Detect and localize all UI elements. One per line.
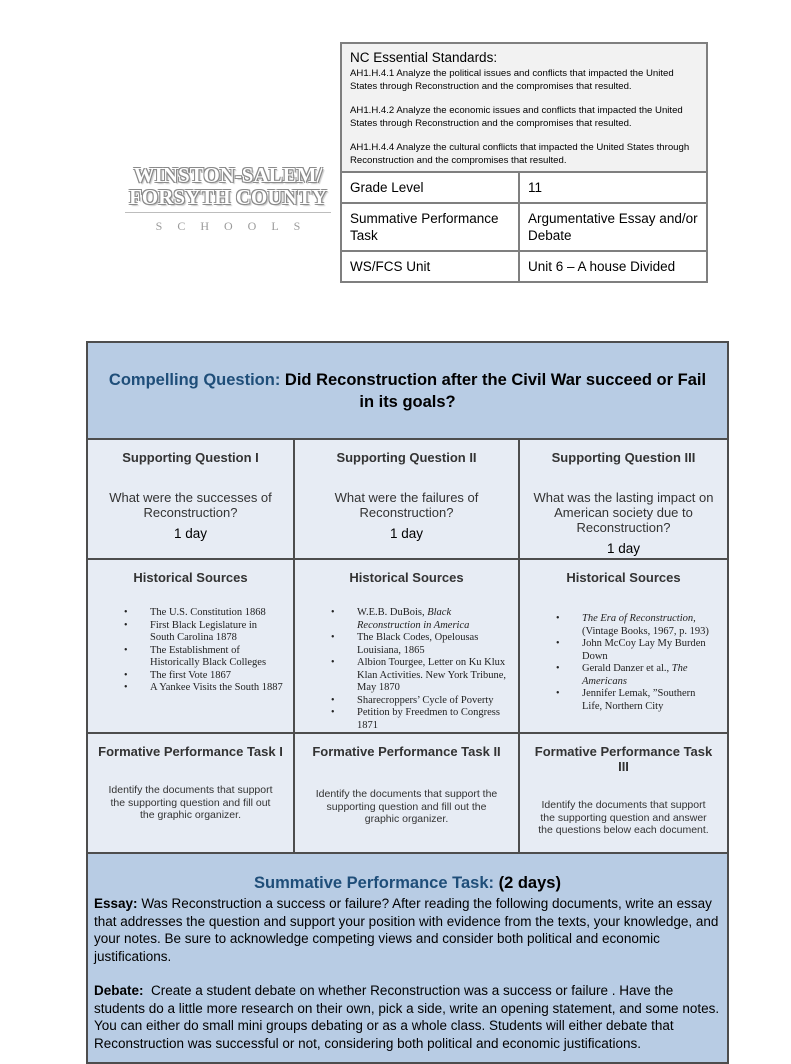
summative-task-value: Argumentative Essay and/or Debate bbox=[519, 203, 707, 251]
supporting-question-header: Supporting Question III bbox=[551, 450, 696, 465]
essay-paragraph bbox=[94, 895, 721, 965]
source-item: • Gerald Danzer et al., The Americans bbox=[548, 663, 717, 688]
supporting-question-cell bbox=[87, 439, 294, 559]
grade-level-value: 11 bbox=[519, 172, 707, 203]
logo-line-2: FORSYTH COUNTY bbox=[129, 185, 327, 209]
historical-sources-header: Historical Sources bbox=[566, 570, 681, 585]
logo-line-3: SCHOOLS bbox=[155, 219, 316, 233]
debate-paragraph bbox=[94, 982, 721, 1052]
compelling-question-label: Compelling Question: bbox=[108, 370, 281, 389]
source-list bbox=[98, 607, 283, 695]
unit-label: WS/FCS Unit bbox=[341, 251, 519, 282]
compelling-question-cell bbox=[87, 342, 728, 439]
grade-level-label: Grade Level bbox=[341, 172, 519, 203]
supporting-question-days: 1 day bbox=[389, 526, 424, 541]
historical-sources-cell bbox=[87, 559, 294, 733]
summative-task-label: Summative Performance Task bbox=[341, 203, 519, 251]
standards-title: NC Essential Standards: bbox=[350, 50, 498, 65]
source-list bbox=[305, 607, 508, 732]
historical-sources-cell bbox=[519, 559, 728, 733]
logo-divider bbox=[125, 212, 331, 213]
standards-table bbox=[340, 42, 708, 283]
summative-task-cell bbox=[87, 853, 728, 1063]
source-item: • The Establishment of Historically Black Colleges bbox=[116, 645, 283, 670]
formative-task-header: Formative Performance Task III bbox=[534, 744, 713, 774]
source-item: • The first Vote 1867 bbox=[116, 670, 283, 683]
supporting-question-days: 1 day bbox=[173, 526, 208, 541]
supporting-question-text: What were the failures of Reconstruction? bbox=[334, 490, 479, 520]
supporting-question-header: Supporting Question I bbox=[122, 450, 259, 465]
formative-task-text: Identify the documents that support the supporting question and fill out the graphic organizer. bbox=[315, 788, 498, 825]
compelling-question-text: Did Reconstruction after the Civil War succeed or Fail in its goals? bbox=[284, 370, 707, 411]
standard-item: AH1.H.4.4 Analyze the cultural conflicts that impacted the United States through Reconstruction and the compromises that resulted. bbox=[350, 142, 690, 166]
supporting-question-text: What were the successes of Reconstruction? bbox=[109, 490, 272, 520]
supporting-question-cell bbox=[294, 439, 519, 559]
formative-task-header: Formative Performance Task I bbox=[98, 744, 283, 759]
source-item: • First Black Legislature in South Carolina 1878 bbox=[116, 620, 283, 645]
supporting-question-text: What was the lasting impact on American society due to Reconstruction? bbox=[533, 490, 714, 535]
formative-task-text: Identify the documents that support the supporting question and answer the questions below each document. bbox=[538, 799, 709, 836]
standards-cell bbox=[341, 43, 707, 172]
formative-task-header: Formative Performance Task II bbox=[312, 744, 501, 759]
formative-task-cell bbox=[519, 733, 728, 853]
source-item: • The Black Codes, Opelousas Louisiana, 1865 bbox=[323, 632, 508, 657]
standard-item: AH1.H.4.1 Analyze the political issues and conflicts that impacted the United States through Reconstruction and the compromises that resulted. bbox=[350, 68, 674, 92]
source-item: • A Yankee Visits the South 1887 bbox=[116, 682, 283, 695]
debate-text: Create a student debate on whether Reconstruction was a success or failure . Have the students do a little more research on their own, pick a side, write an opening statement, and some notes. You can either do small mini groups debating or as a whole class. Students will either debate that Reconstruction was successful or not, considering both political and economic justifications. bbox=[94, 983, 720, 1051]
district-logo bbox=[124, 164, 332, 234]
source-item: • The Era of Reconstruction, (Vintage Books, 1967, p. 193) bbox=[548, 613, 717, 638]
historical-sources-header: Historical Sources bbox=[349, 570, 464, 585]
formative-task-text: Identify the documents that support the supporting question and fill out the graphic organizer. bbox=[108, 784, 273, 821]
source-item: • W.E.B. DuBois, Black Reconstruction in America bbox=[323, 607, 508, 632]
source-item: • Albion Tourgee, Letter on Ku Klux Klan Activities. New York Tribune, May 1870 bbox=[323, 657, 508, 695]
source-item: • Petition by Freedmen to Congress 1871 bbox=[323, 707, 508, 732]
source-list bbox=[530, 613, 717, 713]
formative-task-cell bbox=[87, 733, 294, 853]
source-item: • Jennifer Lemak, ”Southern Life, Northern City bbox=[548, 688, 717, 713]
supporting-question-days: 1 day bbox=[606, 541, 641, 556]
source-item: • The U.S. Constitution 1868 bbox=[116, 607, 283, 620]
summative-task-title: Summative Performance Task: (2 days) bbox=[254, 874, 561, 892]
supporting-question-cell bbox=[519, 439, 728, 559]
standard-item: AH1.H.4.2 Analyze the economic issues and conflicts that impacted the United States through Reconstruction and the compromises that resulted. bbox=[350, 105, 683, 129]
supporting-question-header: Supporting Question II bbox=[336, 450, 477, 465]
inquiry-table bbox=[86, 341, 729, 1064]
historical-sources-header: Historical Sources bbox=[133, 570, 248, 585]
source-item: • John McCoy Lay My Burden Down bbox=[548, 638, 717, 663]
historical-sources-cell bbox=[294, 559, 519, 733]
source-item: • Sharecroppers’ Cycle of Poverty bbox=[323, 695, 508, 708]
essay-text: Was Reconstruction a success or failure? After reading the following documents, write an essay that addresses the question and support your position with evidence from the texts, your knowledge, and your notes. Be sure to acknowledge competing views and consider both political and economic justifications. bbox=[94, 896, 719, 964]
formative-task-cell bbox=[294, 733, 519, 853]
summative-task-days: (2 days) bbox=[498, 874, 561, 892]
debate-label: Debate: bbox=[94, 983, 144, 998]
unit-value: Unit 6 – A house Divided bbox=[519, 251, 707, 282]
logo-line-1: WINSTON-SALEM/ bbox=[133, 163, 323, 187]
essay-label: Essay: bbox=[94, 896, 138, 911]
